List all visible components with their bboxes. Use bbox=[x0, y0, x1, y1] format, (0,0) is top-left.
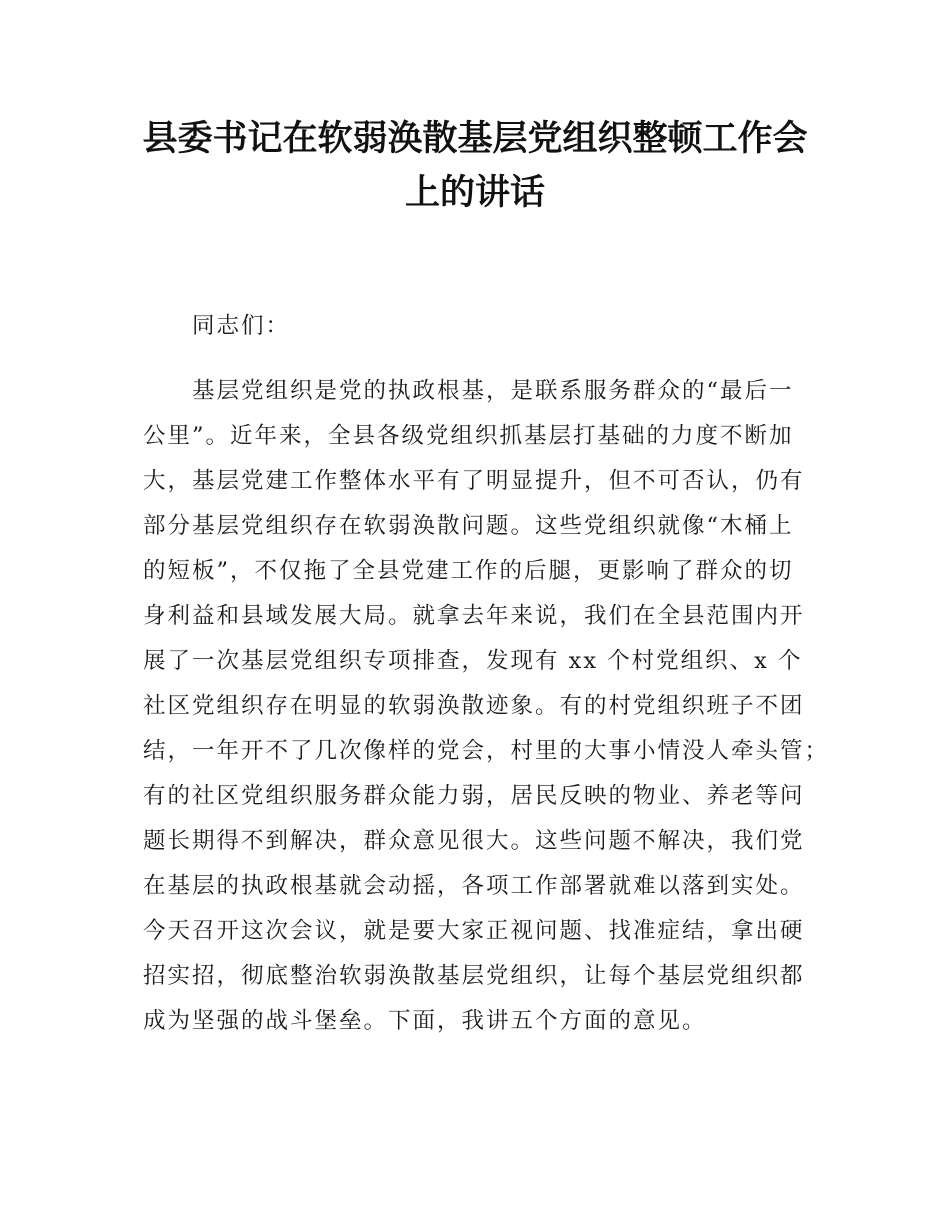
paragraph-line: 招实招，彻底整治软弱涣散基层党组织，让每个基层党组织都 bbox=[143, 963, 805, 989]
paragraph-line: 公里”。近年来，全县各级党组织抓基层打基础的力度不断加 bbox=[143, 423, 794, 449]
paragraph-line: 结，一年开不了几次像样的党会，村里的大事小情没人牵头管； bbox=[143, 738, 830, 764]
title-line-2: 上的讲话 bbox=[404, 172, 545, 213]
paragraph-line: 基层党组织是党的执政根基，是联系服务群众的“最后一 bbox=[192, 378, 794, 404]
paragraph-line: 展了一次基层党组织专项排查，发现有 xx 个村党组织、x 个 bbox=[143, 648, 803, 674]
paragraph-line: 大，基层党建工作整体水平有了明显提升，但不可否认，仍有 bbox=[143, 468, 805, 494]
paragraph-line: 题长期得不到解决，群众意见很大。这些问题不解决，我们党 bbox=[143, 828, 805, 854]
document-title bbox=[120, 112, 830, 220]
paragraph-line: 身利益和县域发展大局。就拿去年来说，我们在全县范围内开 bbox=[143, 603, 805, 629]
paragraph-line: 在基层的执政根基就会动摇，各项工作部署就难以落到实处。 bbox=[143, 873, 805, 899]
paragraph-line: 社区党组织存在明显的软弱涣散迹象。有的村党组织班子不团 bbox=[143, 693, 805, 719]
greeting: 同志们： bbox=[192, 313, 291, 339]
paragraph-line: 有的社区党组织服务群众能力弱，居民反映的物业、养老等问 bbox=[143, 783, 805, 809]
paragraph-1 bbox=[143, 369, 833, 1044]
paragraph-line: 的短板”，不仅拖了全县党建工作的后腿，更影响了群众的切 bbox=[143, 558, 794, 584]
paragraph-line: 成为坚强的战斗堡垒。下面，我讲五个方面的意见。 bbox=[143, 1008, 707, 1034]
title-line-1: 县委书记在软弱涣散基层党组织整顿工作会 bbox=[142, 118, 808, 159]
document-body bbox=[143, 304, 833, 1044]
paragraph-line: 今天召开这次会议，就是要大家正视问题、找准症结，拿出硬 bbox=[143, 918, 805, 944]
paragraph-line: 部分基层党组织存在软弱涣散问题。这些党组织就像“木桶上 bbox=[143, 513, 794, 539]
